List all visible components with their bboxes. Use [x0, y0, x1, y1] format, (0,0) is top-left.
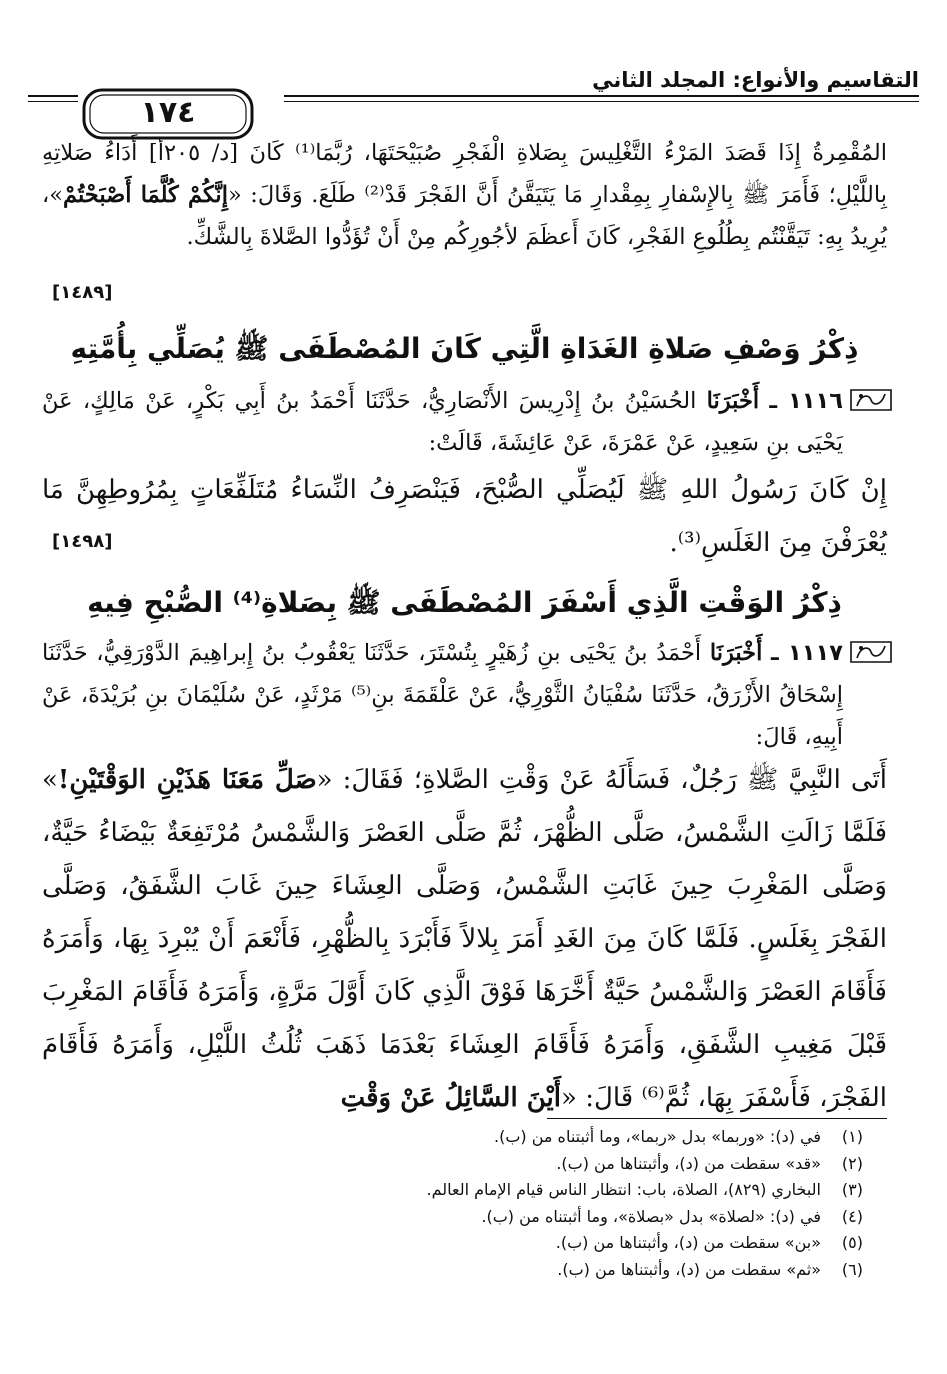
hadith-ornament-icon — [849, 638, 893, 666]
footnote-number: (٤) — [841, 1206, 863, 1226]
header-rule-right-thin — [284, 101, 919, 102]
footnote-number: (٦) — [841, 1259, 863, 1279]
header-rule-left — [28, 95, 78, 97]
footnote-item — [60, 1257, 863, 1284]
header-rule-left-thin — [28, 101, 78, 102]
matn-start: أَتَى النَّبِيَّ ﷺ رَجُلٌ، فَسَأَلَهُ عَنْ وَقْتِ الصَّلاةِ؛ فَقَالَ: « — [316, 765, 887, 795]
footnote-item — [60, 1177, 863, 1204]
section1-ref: [١٤٩٨] — [52, 531, 113, 552]
footnote-number: (٢) — [841, 1153, 863, 1173]
section2-heading: ذِكْرُ الوَقْتِ الَّذِي أَسْفَرَ المُصْطَفَى ﷺ بِصَلاةِ⁽⁴⁾ الصُّبْحِ فِيهِ — [87, 586, 842, 619]
footnote-text: في (د): «لصلاة» بدل «بصلاة»، وما أثبتناه من (ب). — [481, 1206, 821, 1226]
footnote-number: (٣) — [841, 1180, 863, 1199]
footnote-text: البخاري (٨٢٩)، الصلاة، باب: انتظار الناس قيام الإمام العالم. — [426, 1180, 821, 1199]
section1-matn-block — [42, 464, 887, 570]
intro-block — [42, 132, 887, 258]
footnote-separator — [547, 1118, 887, 1119]
matn-quote-1: صَلِّ مَعَنَا هَذَيْنِ الوَقْتَيْنِ! — [57, 765, 317, 795]
footnotes — [60, 1124, 863, 1283]
section1-heading: ذِكْرُ وَصْفِ صَلاةِ الغَدَاةِ الَّتِي كَانَ المُصْطَفَى ﷺ يُصَلِّي بِأُمَّتِهِ — [70, 332, 859, 365]
footnote-item — [60, 1230, 863, 1257]
footnote-text: «قد» سقطت من (د)، وأثبتناها من (ب). — [556, 1153, 821, 1173]
intro-paragraph — [42, 132, 887, 258]
section1-isnad-block — [42, 380, 843, 464]
intro-tail: »، يُرِيدُ بِهِ: تَيَقَّنْتُم بِطُلُوعِ الفَجْرِ، كَانَ أَعظَمَ لأجُورِكُم مِنْ أَنْ تُؤَدُّوا الصَّلاةَ بِالشَّكِّ. — [42, 182, 887, 250]
footnote-number: (٥) — [841, 1233, 863, 1252]
running-title: التقاسيم والأنواع: المجلد الثاني — [592, 68, 919, 92]
section1-isnad — [42, 380, 843, 464]
footnote-text: «ثم» سقطت من (د)، وأثبتناها من (ب). — [557, 1259, 821, 1279]
footnote-item — [60, 1124, 863, 1151]
isnad-text: الحُسَيْنُ بنُ إِدْرِيسَ الأَنْصَارِيُّ، حَدَّثَنَا أَحْمَدُ بنُ أَبِي بَكْرٍ، عَنْ مَالِكٍ، عَنْ يَحْيَى بنِ سَعِيدٍ، عَنْ عَمْرَةَ، عَنْ عَائِشَةَ، قَالَتْ: — [42, 388, 843, 456]
intro-text: المُقْمِرةُ إِذَا قَصَدَ المَرْءُ التَّغْلِيسَ بِصَلاةِ الْفَجْرِ صُبَيْحَتَهَا، رُبَّمَا⁽¹⁾ كَانَ [د/ ٢٠٥أ] أَدَاءُ صَلاتِهِ بِاللَّيْلِ؛ فَأَمَرَ ﷺ بِالإِسْفارِ بِمِقْدارِ مَا يَتَيَقَّنُ أَنَّ الفَجْرَ قَدْ⁽²⁾ طَلَعَ. وَقَالَ: « — [42, 140, 888, 208]
page-number: ١٧٤ — [140, 95, 196, 130]
page-header — [28, 60, 919, 130]
matn-middle: » فَلَمَّا زَالَتِ الشَّمْسُ، صَلَّى الظُّهْرَ، ثُمَّ صَلَّى العَصْرَ وَالشَّمْسُ مُرْتَفِعَةٌ بَيْضَاءُ حَيَّةٌ، وَصَلَّى المَغْرِبَ حِينَ غَابَتِ الشَّمْسُ، وَصَلَّى العِشَاءَ حِينَ غَابَ الشَّفَقُ، وَصَلَّى الفَجْرَ بِغَلَسٍ. فَلَمَّا كَانَ مِنَ الغَدِ أَمَرَ بِلالاً فَأَبْرَدَ بِالظُّهْرِ، فَأَنْعَمَ أَنْ يُبْرِدَ بِهَا، وَأَمَرَهُ فَأَقَامَ العَصْرَ وَالشَّمْسُ حَيَّةٌ أَخَّرَهَا فَوْقَ الَّذِي كَانَ أَوَّلَ مَرَّةٍ، وَأَمَرَهُ فَأَقَامَ المَغْرِبَ قَبْلَ مَغِيبِ الشَّفَقِ، وَأَمَرَهُ فَأَقَامَ العِشَاءَ بَعْدَمَا ذَهَبَ ثُلُثُ اللَّيْلِ، وَأَمَرَهُ فَأَقَامَ الفَجْرَ، فَأَسْفَرَ بِهَا، ثُمَّ⁽⁶⁾ قَالَ: « — [42, 765, 887, 1113]
section2-isnad — [42, 632, 843, 758]
intro-ref: [١٤٨٩] — [52, 282, 113, 303]
footnote-item — [60, 1204, 863, 1231]
akhbarana-label: أَخْبَرَنَا — [706, 388, 760, 414]
section2-matn — [42, 754, 887, 1125]
footnote-item — [60, 1151, 863, 1178]
intro-quote-bold: إِنَّكُمْ كُلَّمَا أَصْبَحْتُمْ — [63, 182, 228, 208]
hadith-ornament-icon — [849, 386, 893, 414]
footnote-text: في (د): «وربما» بدل «ربما»، وما أثبتناه من (ب). — [494, 1127, 821, 1146]
footnote-number: (١) — [841, 1127, 863, 1146]
footnote-text: «بن» سقطت من (د)، وأثبتناها من (ب). — [555, 1233, 821, 1252]
hadith-number: ١١١٦ ـ — [769, 388, 843, 414]
hadith-number: ١١١٧ ـ — [771, 640, 843, 666]
matn-quote-2: أَيْنَ السَّائِلُ عَنْ وَقْتِ — [340, 1083, 562, 1113]
header-rule-right — [284, 95, 919, 97]
section2-isnad-block — [42, 632, 843, 758]
section1-matn: إِنْ كَانَ رَسُولُ اللهِ ﷺ لَيُصَلِّي الصُّبْحَ، فَيَنْصَرِفُ النِّسَاءُ مُتَلَفِّعَاتٍ بِمُرُوطِهِنَّ مَا يُعْرَفْنَ مِنَ الغَلَسِ⁽³⁾. — [42, 475, 887, 558]
akhbarana-label: أَخْبَرَنَا — [709, 640, 763, 666]
isnad-text: أَحْمَدُ بنُ يَحْيَى بنِ زُهَيْرٍ بِتُسْتَرَ، حَدَّثَنَا يَعْقُوبُ بنُ إِبراهِيمَ الدَّوْرَقِيُّ، حَدَّثَنَا إِسْحَاقُ الأَزْرَقُ، حَدَّثَنَا سُفْيَانُ الثَّوْرِيُّ، عَنْ عَلْقَمَةَ بنِ⁽⁵⁾ مَرْثَدٍ، عَنْ سُلَيْمَانَ بنِ بُرَيْدَةَ، عَنْ أَبِيهِ، قَالَ: — [42, 640, 844, 750]
section2-matn-block — [42, 754, 887, 1125]
